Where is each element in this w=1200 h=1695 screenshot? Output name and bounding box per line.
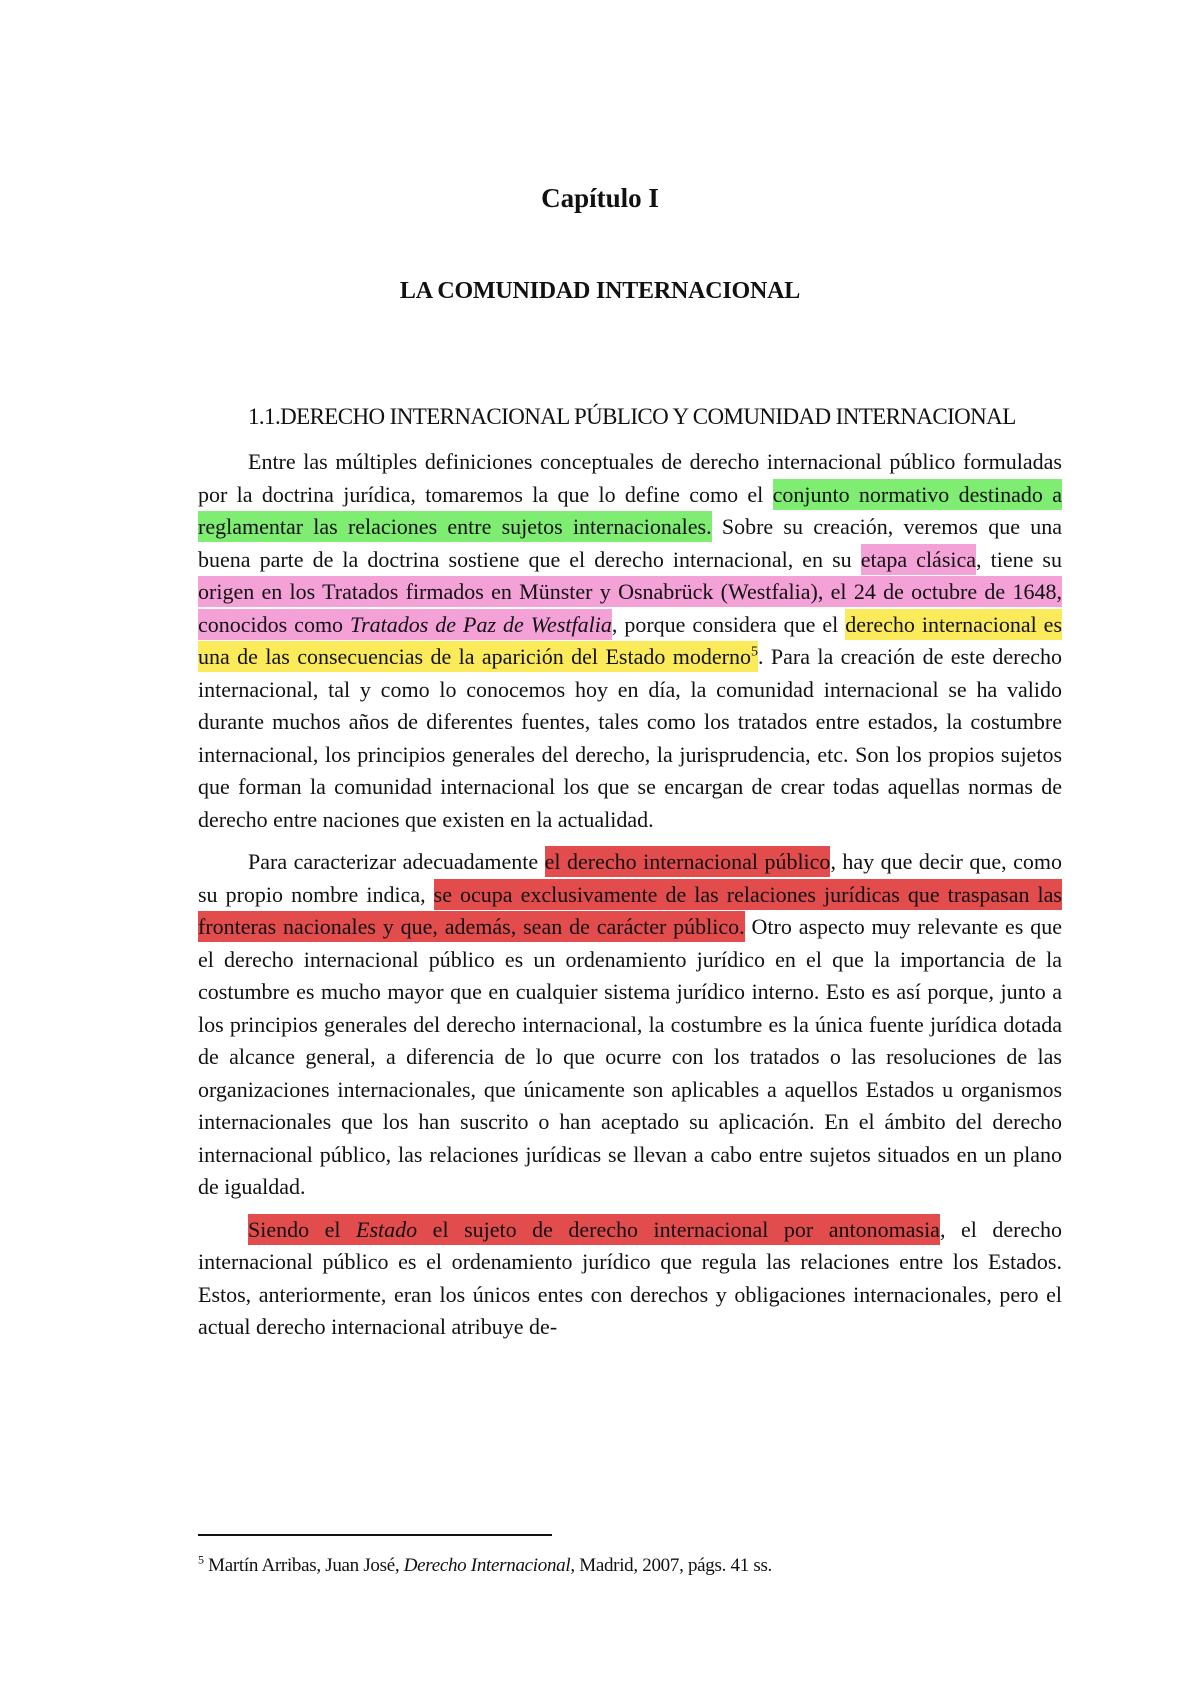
section-title-text: DERECHO INTERNACIONAL PÚBLICO Y COMUNIDAD INTERNACIONAL [280,404,1016,429]
highlight-italic-title: Tratados de Paz de Westfalia [350,611,612,637]
footnote-separator [198,1534,552,1536]
chapter-heading: Capítulo I [541,183,659,213]
chapter-title: LA COMUNIDAD INTERNACIONAL [399,278,801,304]
highlight-green: conjunto normativo destinado a reglamentar las relaciones entre sujetos internacionales. [198,479,1062,543]
paragraph-1 [198,446,1062,836]
text-run: , porque considera que el [611,611,846,637]
highlight-pink: etapa clásica [861,544,976,575]
text-run: Otro aspecto muy relevante es que el derecho internacional público es un ordenamiento jurídico en el que la importancia de la costumbre es mucho mayor que en cualquier sistema jurídico interno. Esto es así porque, junto a los principios generales del derecho internacional, la costumbre es la única fuente jurídica dotada de alcance general, a diferencia de lo que ocurre con los tratados o las resoluciones de las organizaciones internacionales, que únicamente son aplicables a aquellos Estados u organismos internacionales que los han suscrito o han aceptado su aplicación. En el ámbito del derecho internacional público, las relaciones jurídicas se llevan a cabo entre sujetos situados en un plano de igualdad. [198,914,1062,1199]
section-number: 1.1. [248,404,281,429]
footnote-number: 5 [198,1552,204,1567]
footnote [198,1552,1062,1577]
paragraph-2 [198,846,1062,1204]
text-run: , hay que decir que, como su propio nombre indica, [198,849,1062,907]
highlight-red [248,1214,940,1245]
highlight-text: Siendo el [248,1216,357,1242]
highlight-text: derecho internacional es una de las consecuencias de la aparición del Estado moderno [198,611,1063,669]
text-run: Para caracterizar adecuadamente [248,849,545,874]
text-run: , tiene su [976,546,1062,572]
text-run: Entre las múltiples definiciones conceptuales de derecho internacional público formuladas por la doctrina jurídica, tomaremos la que lo define como el [198,449,1062,507]
paragraph-3 [198,1214,1062,1344]
footnote-author: Martín Arribas, Juan José, [208,1555,404,1576]
section-heading [248,404,1048,430]
footnote-details: , Madrid, 2007, págs. 41 ss. [570,1555,772,1576]
text-run: . Para la creación de este derecho internacional, tal y como lo conocemos hoy en día, la comunidad internacional se ha valido durante muchos años de diferentes fuentes, tales como los tratados entre estados, la costumbre internacional, los principios generales del derecho, la jurisprudencia, etc. Son los propios sujetos que forman la comunidad internacional los que se encargan de crear todas aquellas normas de derecho entre naciones que existen en la actualidad. [198,644,1063,832]
footnote-work-title: Derecho Internacional [403,1555,571,1576]
text-run: Sobre su creación, veremos que una buena parte de la doctrina sostiene que el derecho internacional, en su [198,514,1062,572]
text-run: , el derecho internacional público es el ordenamiento jurídico que regula las relaciones entre los Estados. Estos, anteriormente, eran los únicos entes con derechos y obligaciones internacionales, pero el actual derecho internacional atribuye de- [198,1216,1062,1339]
body-text [198,446,1062,1344]
highlight-italic-word: Estado [356,1216,418,1242]
highlight-red: se ocupa exclusivamente de las relaciones jurídicas que traspasan las fronteras nacionales y que, además, sean de carácter público. [198,879,1062,943]
highlight-text: origen en los Tratados firmados en Münster y Osnabrück (Westfalia), el 24 de octubre de 1648, conocidos como [198,579,1062,637]
footnote-reference[interactable]: 5 [750,644,758,660]
highlight-red: el derecho internacional público [545,846,831,877]
highlight-text: el sujeto de derecho internacional por antonomasia [417,1216,940,1242]
